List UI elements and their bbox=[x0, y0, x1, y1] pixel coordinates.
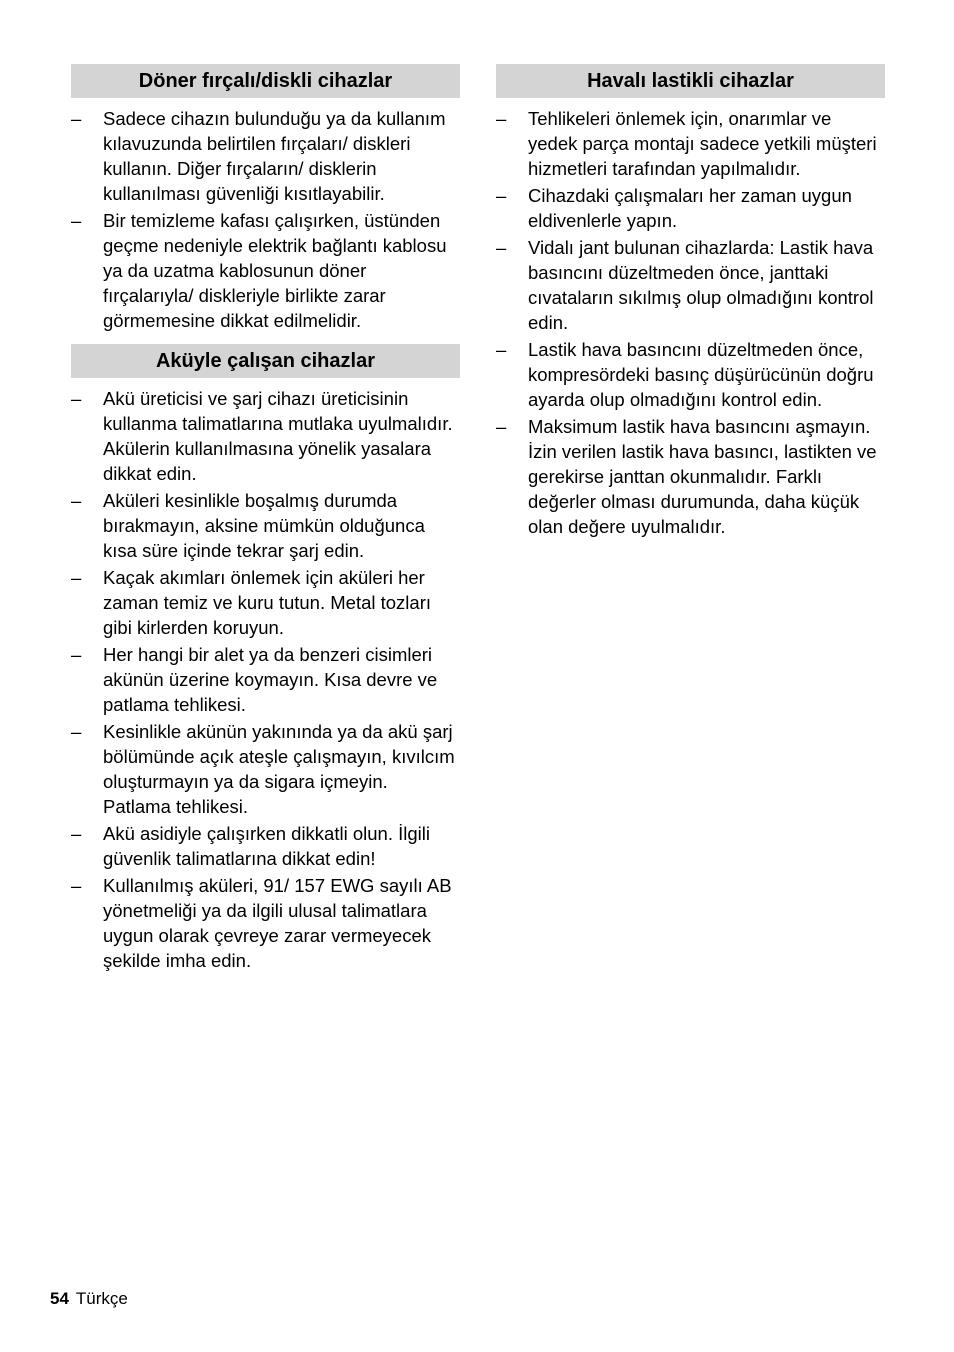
list-item: – Her hangi bir alet ya da benzeri cisimleri akünün üzerine koymayın. Kısa devre ve patlama tehlikesi. bbox=[71, 642, 460, 717]
dash-bullet bbox=[71, 642, 85, 667]
dash-bullet bbox=[496, 414, 510, 439]
dash-bullet bbox=[496, 106, 510, 131]
list-item: – Vidalı jant bulunan cihazlarda: Lastik hava basıncını düzeltmeden önce, janttaki cıvataların sıkılmış olup olmadığını kontrol edin. bbox=[496, 235, 885, 335]
dash-bullet bbox=[71, 208, 85, 233]
dash-bullet bbox=[71, 106, 85, 131]
item-list bbox=[71, 106, 460, 333]
dash-bullet bbox=[496, 183, 510, 208]
list-item: – Bir temizleme kafası çalışırken, üstünden geçme nedeniyle elektrik bağlantı kablosu ya da uzatma kablosunun döner fırçalarıyla/ diskleriyle birlikte zarar görmemesine dikkat edilmelidir. bbox=[71, 208, 460, 333]
footer-language: Türkçe bbox=[75, 1289, 128, 1308]
dash-bullet bbox=[496, 337, 510, 362]
section-pneumatic-tyre-devices bbox=[496, 64, 885, 539]
dash-bullet bbox=[71, 821, 85, 846]
dash-bullet bbox=[71, 386, 85, 411]
list-item: – Kaçak akımları önlemek için aküleri her zaman temiz ve kuru tutun. Metal tozları gibi kirlerden koruyun. bbox=[71, 565, 460, 640]
item-list bbox=[71, 386, 460, 973]
dash-bullet bbox=[71, 873, 85, 898]
dash-bullet bbox=[71, 488, 85, 513]
list-item: – Tehlikeleri önlemek için, onarımlar ve yedek parça montajı sadece yetkili müşteri hizmetleri tarafından yapılmalıdır. bbox=[496, 106, 885, 181]
list-item: – Sadece cihazın bulunduğu ya da kullanım kılavuzunda belirtilen fırçaları/ diskleri kullanın. Diğer fırçaların/ disklerin kullanılması güvenliği kısıtlayabilir. bbox=[71, 106, 460, 206]
left-column bbox=[71, 64, 460, 975]
page-number: 54 bbox=[50, 1289, 69, 1308]
list-item: – Maksimum lastik hava basıncını aşmayın. İzin verilen lastik hava basıncı, lastikten ve gerekirse janttan okunmalıdır. Farklı değerler olması durumunda, daha küçük olan değere uyulmalıdır. bbox=[496, 414, 885, 539]
section-header: Aküyle çalışan cihazlar bbox=[71, 344, 460, 378]
list-item: – Cihazdaki çalışmaları her zaman uygun eldivenlerle yapın. bbox=[496, 183, 885, 233]
dash-bullet bbox=[496, 235, 510, 260]
list-item: – Akü asidiyle çalışırken dikkatli olun. İlgili güvenlik talimatlarına dikkat edin! bbox=[71, 821, 460, 871]
list-item: – Kullanılmış aküleri, 91/ 157 EWG sayılı AB yönetmeliği ya da ilgili ulusal talimatlara uygun olarak çevreye zarar vermeyecek şekilde imha edin. bbox=[71, 873, 460, 973]
list-item: – Kesinlikle akünün yakınında ya da akü şarj bölümünde açık ateşle çalışmayın, kıvılcım oluşturmayın ya da sigara içmeyin. Patlama tehlikesi. bbox=[71, 719, 460, 819]
dash-bullet bbox=[71, 565, 85, 590]
list-item: – Akü üreticisi ve şarj cihazı üreticisinin kullanma talimatlarına mutlaka uyulmalıdır. Akülerin kullanılmasına yönelik yasalara dikkat edin. bbox=[71, 386, 460, 486]
list-item: – Lastik hava basıncını düzeltmeden önce, kompresördeki basınç düşürücünün doğru ayarda olup olmadığını kontrol edin. bbox=[496, 337, 885, 412]
right-column bbox=[496, 64, 885, 541]
page-footer bbox=[50, 1289, 128, 1309]
section-rotary-brush-devices bbox=[71, 64, 460, 333]
list-item: – Aküleri kesinlikle boşalmış durumda bırakmayın, aksine mümkün olduğunca kısa süre içinde tekrar şarj edin. bbox=[71, 488, 460, 563]
dash-bullet bbox=[71, 719, 85, 744]
section-header: Havalı lastikli cihazlar bbox=[496, 64, 885, 98]
section-battery-devices bbox=[71, 344, 460, 973]
item-list bbox=[496, 106, 885, 539]
section-header: Döner fırçalı/diskli cihazlar bbox=[71, 64, 460, 98]
